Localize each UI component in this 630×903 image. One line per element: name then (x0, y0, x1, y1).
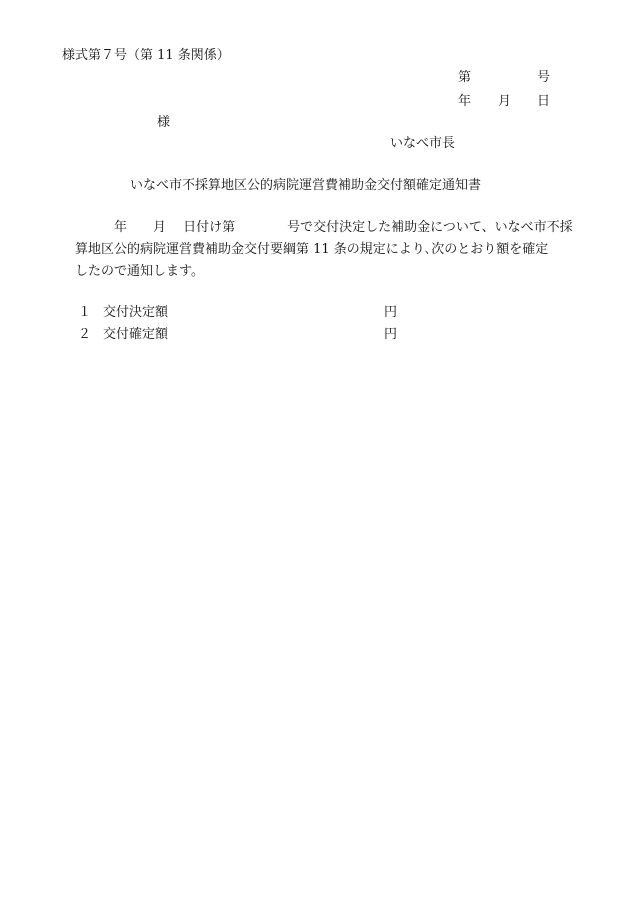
body-text-line: 算地区公的病院運営費補助金交付要綱第 11 条の規定により､次のとおり額を確定 (62, 242, 549, 257)
date-year-label: 年 (458, 94, 472, 109)
date-month-label: 月 (498, 94, 512, 109)
item-number: １ (78, 305, 92, 320)
document-number-suffix: 号 (537, 70, 551, 85)
item-label-confirmed-amount: 交付確定額 (103, 327, 169, 342)
body-text-line: したので通知します。 (62, 264, 204, 279)
form-number: 様式第７号（第 11 条関係） (62, 48, 230, 63)
document-title: いなべ市不採算地区公的病院運営費補助金交付額確定通知書 (130, 178, 482, 193)
date-day-label: 日 (537, 94, 551, 109)
item-number: ２ (78, 327, 92, 342)
addressee-honorific: 様 (157, 115, 171, 130)
item-unit-yen: 円 (384, 305, 398, 320)
issuer-name: いなべ市長 (390, 136, 456, 151)
document-number-label: 第 (458, 70, 472, 85)
body-text-line: 年 月 日付け第 号で交付決定した補助金について、いなべ市不採 (62, 220, 573, 235)
item-unit-yen: 円 (384, 327, 398, 342)
item-label-decided-amount: 交付決定額 (103, 305, 169, 320)
